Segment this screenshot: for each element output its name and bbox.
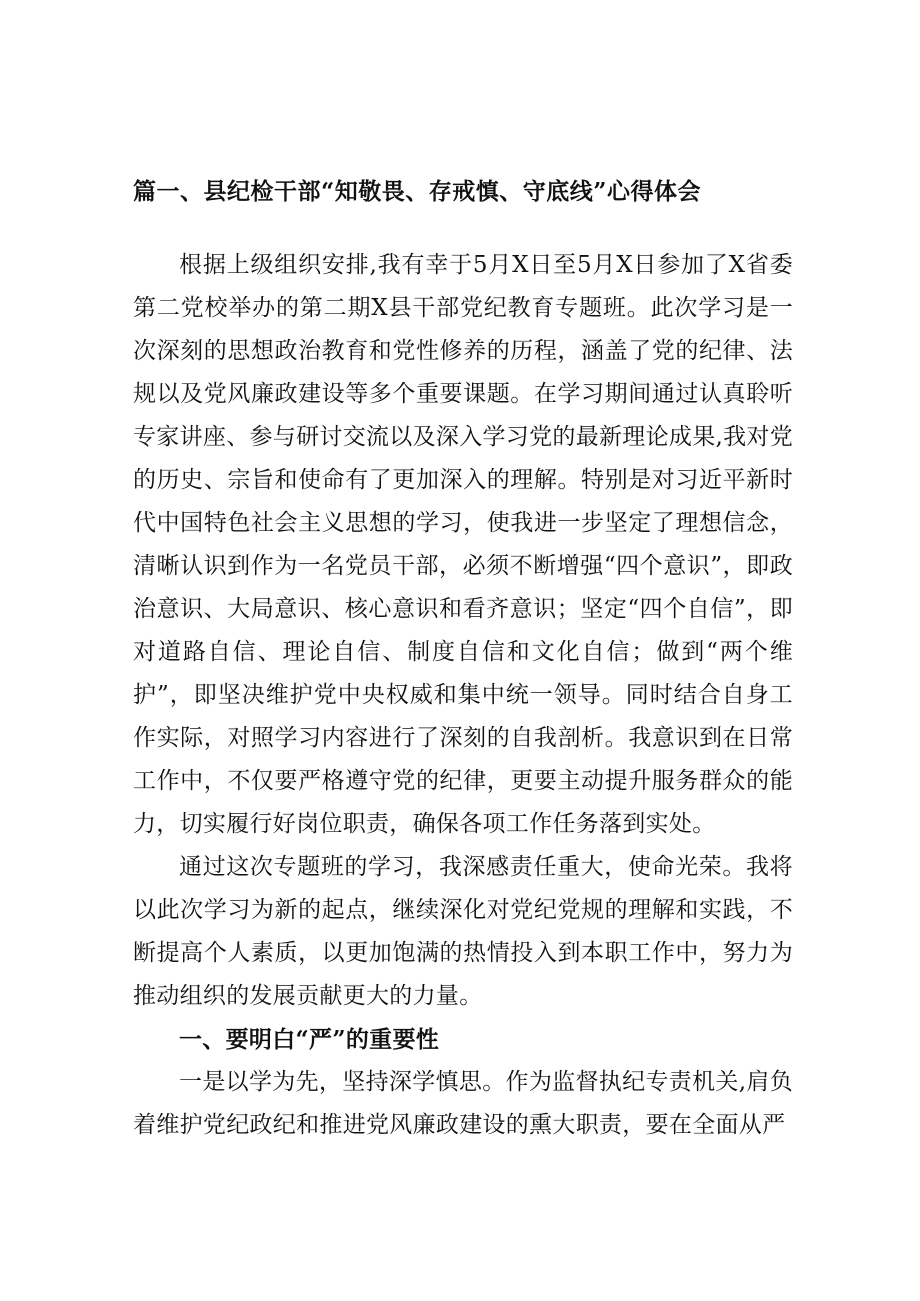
document-title: 篇一、县纪检干部“知敬畏、存戒慎、守底线”心得体会 <box>133 178 701 205</box>
section-paragraph: 一是以学为先，坚持深学慎思。作为监督执纪专责机关,肩负着维护党纪政纪和推进党风廉政建设的熏大职责，要在全面从严 <box>133 1069 793 1138</box>
body-paragraph-1: 根据上级组织安排,我有幸于5月X日至5月X日参加了X省委第二党校举办的第二期X县干部党纪教育专题班。此次学习是一次深刻的思想政治教育和党性修养的历程，涵盖了党的纪律、法规以及党风廉政建设等多个重要课题。在学习期间通过认真聆听专家讲座、参与研讨交流以及深入学习党的最新理论成果,我对党的历史、宗旨和使命有了更加深入的理解。特别是对习近平新时代中国特色社会主义思想的学习，使我进一步坚定了理想信念，清晰认识到作为一名党员干部，必须不断增强“四个意识”，即政治意识、大局意识、核心意识和看齐意识；坚定“四个自信”，即对道路自信、理论自信、制度自信和文化自信；做到“两个维护”，即坚决维护党中央权威和集中统一领导。同时结合自身工作实际，对照学习内容进行了深刻的自我剖析。我意识到在日常工作中，不仅要严格遵守党的纪律，更要主动提升服务群众的能力，切实履行好岗位职责，确保各项工作任务落到实处。 <box>133 252 794 837</box>
section-heading: 一、要明白“严”的重要性 <box>179 1026 440 1053</box>
document-body <box>133 244 793 1147</box>
body-paragraph-2: 通过这次专题班的学习，我深感责任重大，使命光荣。我将以此次学习为新的起点，继续深化对党纪党规的理解和实践，不断提高个人素质，以更加饱满的热情投入到本职工作中，努力为推动组织的发展贡献更大的力量。 <box>133 854 793 1009</box>
